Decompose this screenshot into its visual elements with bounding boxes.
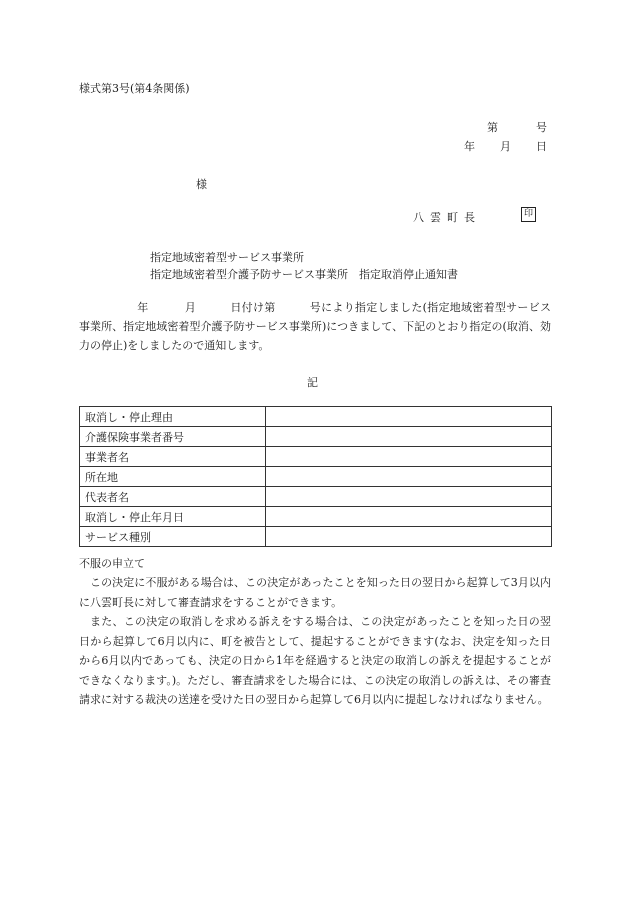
row-label: 事業者名 <box>80 447 266 467</box>
date-day-label: 日 <box>536 140 547 153</box>
row-value-cell[interactable] <box>266 447 552 467</box>
appeal-paragraph-2: また、この決定の取消しを求める訴えをする場合は、この決定があったことを知った日の翌日から起算して6月以内に、町を被告として、提起することができます(なお、決定を知った日から6月以内であっても、決定の日から1年を経過すると決定の取消しの訴えを提起することができなくなります。)。ただし、審査請求をした場合には、この決定の取消しの訴えは、その審査請求に対する裁決の送達を受けた日の翌日から起算して6月以内に提起しなければなりません。 <box>79 615 551 706</box>
ki-heading: 記 <box>307 376 318 389</box>
table-row <box>80 447 552 467</box>
body-year-label: 年 <box>137 301 149 314</box>
body-text: 号により指定しました(指定地域密着型サービス事業所、指定地域密着型介護予防サービス事業所)につきまして、下記のとおり指定の(取消、効力の停止)をしましたので通知します。 <box>79 301 551 352</box>
table-row <box>80 407 552 427</box>
form-number: 様式第3号(第4条関係) <box>79 82 190 95</box>
appeal-paragraph-1: この決定に不服がある場合は、この決定があったことを知った日の翌日から起算して3月以内に八雲町長に対して審査請求をすることができます。 <box>79 576 551 609</box>
addressee-honorific: 様 <box>196 178 207 191</box>
row-value-cell[interactable] <box>266 527 552 547</box>
table-row <box>80 467 552 487</box>
row-label: 取消し・停止年月日 <box>80 507 266 527</box>
number-go-label: 号 <box>536 121 547 134</box>
row-label: サービス種別 <box>80 527 266 547</box>
document-title-line1: 指定地域密着型サービス事業所 <box>150 251 304 264</box>
body-month-label: 月 <box>184 301 197 314</box>
body-date-suffix: 日付け第 <box>230 301 276 314</box>
date-month-label: 月 <box>500 140 511 153</box>
row-value-cell[interactable] <box>266 507 552 527</box>
details-table <box>79 406 552 547</box>
issuer-name: 八雲町長 <box>413 211 481 224</box>
number-dai-label: 第 <box>487 121 498 134</box>
row-label: 代表者名 <box>80 487 266 507</box>
row-label: 所在地 <box>80 467 266 487</box>
row-label: 取消し・停止理由 <box>80 407 266 427</box>
row-label: 介護保険事業者番号 <box>80 427 266 447</box>
body-paragraph <box>79 298 551 355</box>
table-row <box>80 527 552 547</box>
table-row <box>80 507 552 527</box>
table-row <box>80 487 552 507</box>
row-value-cell[interactable] <box>266 427 552 447</box>
date-year-label: 年 <box>464 140 475 153</box>
row-value-cell[interactable] <box>266 407 552 427</box>
document-title-line2: 指定地域密着型介護予防サービス事業所 指定取消停止通知書 <box>150 268 458 281</box>
row-value-cell[interactable] <box>266 487 552 507</box>
seal-stamp: 印 <box>521 207 536 222</box>
table-row <box>80 427 552 447</box>
row-value-cell[interactable] <box>266 467 552 487</box>
appeal-heading: 不服の申立て <box>79 557 145 570</box>
